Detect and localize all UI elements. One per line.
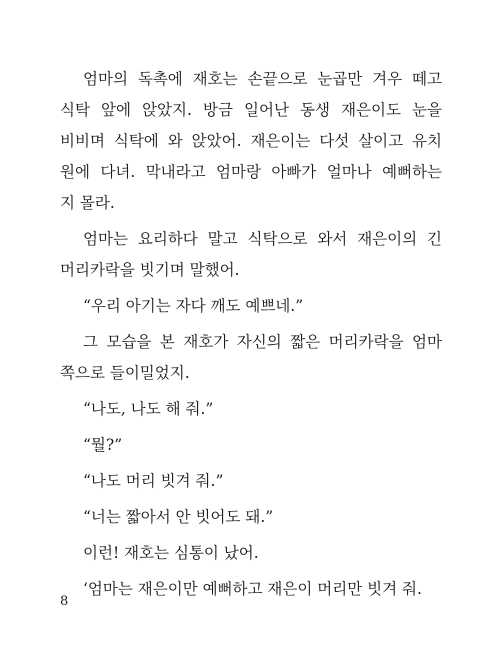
text-line: 머리카락을 빗기며 말했어. xyxy=(60,261,240,279)
text-line: 이런! 재호는 심통이 났어. xyxy=(83,544,259,562)
paragraph xyxy=(60,224,442,286)
dialogue-paragraph xyxy=(60,466,442,497)
thought-paragraph xyxy=(60,574,442,605)
dialogue-paragraph xyxy=(60,394,442,425)
text-line: 지 몰라. xyxy=(60,194,115,212)
paragraph xyxy=(60,64,442,219)
text-line: “우리 아기는 자다 깨도 예쁘네.” xyxy=(83,297,304,315)
body-text xyxy=(60,64,442,610)
text-line: “뭘?” xyxy=(83,436,123,454)
text-line: ‘엄마는 재은이만 예뻐하고 재은이 머리만 빗겨 줘. xyxy=(83,580,422,598)
paragraph xyxy=(60,327,442,389)
text-line: 엄마는 요리하다 말고 식탁으로 와서 재은이의 긴 xyxy=(83,230,442,248)
text-line: 원에 다녀. 막내라고 엄마랑 아빠가 얼마나 예뻐하는 xyxy=(60,163,442,181)
paragraph xyxy=(60,538,442,569)
text-line: 비비며 식탁에 와 앉았어. 재은이는 다섯 살이고 유치 xyxy=(60,132,442,150)
text-line: 그 모습을 본 재호가 자신의 짧은 머리카락을 엄마 xyxy=(83,333,442,351)
text-line: 쪽으로 들이밀었지. xyxy=(60,364,190,382)
dialogue-paragraph xyxy=(60,430,442,461)
dialogue-paragraph xyxy=(60,291,442,322)
text-line: “너는 짧아서 안 빗어도 돼.” xyxy=(83,508,274,526)
page-number: 8 xyxy=(60,594,69,609)
dialogue-paragraph xyxy=(60,502,442,533)
text-line: “나도 머리 빗겨 줘.” xyxy=(83,472,224,490)
text-line: 식탁 앞에 앉았지. 방금 일어난 동생 재은이도 눈을 xyxy=(60,101,442,119)
text-line: 엄마의 독촉에 재호는 손끝으로 눈곱만 겨우 떼고 xyxy=(83,70,442,88)
text-line: “나도, 나도 해 줘.” xyxy=(83,400,214,418)
